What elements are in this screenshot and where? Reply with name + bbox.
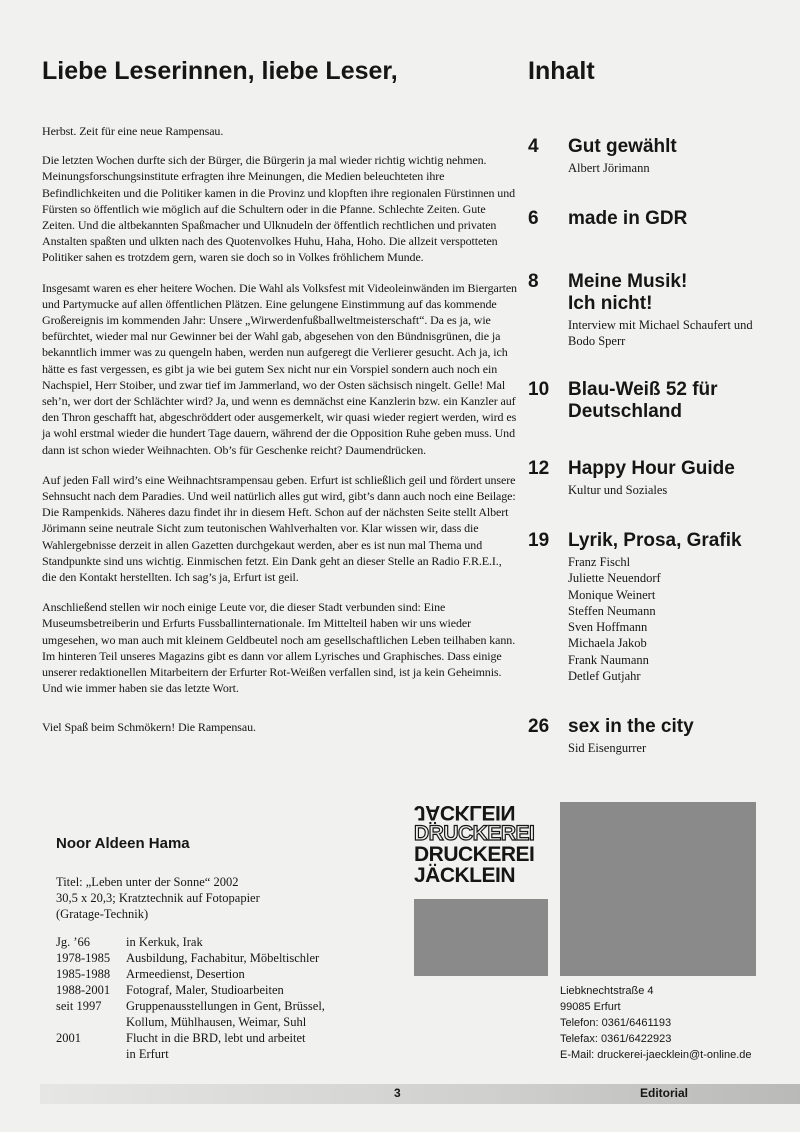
- logo-line-druckerei: DRUCKEREI: [414, 843, 535, 866]
- cv-row: [56, 982, 386, 998]
- toc-page-number: 8: [528, 271, 539, 292]
- cv-year: 1985-1988: [56, 967, 111, 981]
- editorial-paragraph: Herbst. Zeit für eine neue Rampensau.: [42, 124, 224, 138]
- logo-line-jaecklein: JÄCKLEIN: [414, 864, 516, 887]
- editorial-paragraph: Auf jeden Fall wird’s eine Weihnachtsrampensau geben. Erfurt ist schließlich geil und fördert unsere Sehnsucht nach dem Paradies. Und weil natürlich alles gut wird, gibt’s dann auch noch eine Beilage: Die Rampenkids. Näheres dazu findet ihr in diesem Heft. Schon auf der nächsten Seite stellt Albert Jörimann seine neutrale Sicht zum teutonischen Wahlverhalten vor. Klar wissen wir, dass die Wahlergebnisse derzeit in allen Gazetten durchgekaut werden, aber es ist nun mal Thema und Standpunkte sind uns wichtig. Einmischen fetzt. Ein Dank geht an dieser Stelle an Radio F.R.E.I., die den Kontakt herstellten. Ich sag’s ja, Erfurt ist geil.: [42, 472, 516, 585]
- cv-year: 2001: [56, 1031, 81, 1045]
- toc-title: Gut gewählt: [568, 136, 677, 157]
- printer-phone: Telefon: 0361/6461193: [560, 1017, 672, 1029]
- page-number: 3: [394, 1086, 401, 1100]
- editorial-heading: Liebe Leserinnen, liebe Leser,: [42, 57, 398, 85]
- cv-row: [56, 950, 386, 966]
- cv-year: 1988-2001: [56, 983, 111, 997]
- logo-mirrored-line: JÄCKLEIN: [414, 801, 516, 824]
- editorial-paragraph: Die letzten Wochen durfte sich der Bürger, die Bürgerin ja mal wieder richtig wichtig nehmen. Meinungsforschungsinstitute erfragten ihre Meinungen, die Medien beleuchteten ihre Befindlichkeiten und die Politiker kamen in die Provinz und klopften ihre regionalen Fürstinnen und Fürsten so öffentlich wie möglich auf die Schultern oder in die Pfanne. Schlechte Zeiten. Gute Zeiten. Und die altbekannten Spaßmacher und Ulknudeln der öffentlich rechtlichen und privaten Anstalten spaßten und ulkten nach des Quotenvolkes Huhu, Haha, Hoho. Die allzeit verspotteten Politiker sahen es trotzdem gern, waren sie doch so in Volkes fröhlichem Munde.: [42, 153, 516, 265]
- druckerei-logo: [414, 802, 554, 886]
- toc-subtitle: Sid Eisengurrer: [568, 741, 647, 755]
- editorial-paragraph: Insgesamt waren es eher heitere Wochen. Die Wahl als Volksfest mit Videoleinwänden im Biergarten und Partymucke auf allen öffentlichen Plätzen. Eine gelungene Einstimmung auf das kommende Großereignis im kommenden Jahr: Unsere „Wirwerdenfußballweltmeisterschaft“. Da es ja, wie befürchtet, wieder mal nur Gewinner bei der Wahl gab, abgesehen von den Bündnisgrünen, die ja bekanntlich immer was zu quengeln haben, werden nun aufgeregt die Verlierer gesucht. Ach ja, ich hätte es fast vergessen, es gibt ja wie bei gutem Sex nicht nur ein Vorspiel sondern auch noch ein Nachspiel, Herr Stoiber, und zwar tief im Jammerland, wo der Osten sächsisch ningelt. Gelle! Mal seh’n, wer dort der Schlächter wird? Ja, und wenn es demnächst eine Kanzlerin bzw. ein Kanzler auf den Thron geschafft hat, abgeschröddert oder ausgemerkelt, wir quasi wieder regiert werden, wird es ja wohl erstmal wieder die hundert Tage dauern, während der die Opposition Ruhe geben muss. Und dann ist schon wieder Weihnachten. Ob’s für Geschenke reicht? Daumendrücken.: [42, 280, 517, 457]
- cv-text: Gruppenausstellungen in Gent, Brüssel, Kollum, Mühlhausen, Weimar, Suhl: [126, 999, 325, 1029]
- cv-year: seit 1997: [56, 999, 102, 1013]
- toc-subtitle: Albert Jörimann: [568, 161, 650, 175]
- cv-row: [56, 934, 386, 950]
- toc-page-number: 12: [528, 458, 550, 479]
- artist-name: Noor Aldeen Hama: [56, 835, 190, 852]
- cv-text: Flucht in die BRD, lebt und arbeitet in Erfurt: [126, 1031, 306, 1061]
- toc-title: Happy Hour Guide: [568, 458, 735, 479]
- toc-title: Blau-Weiß 52 für Deutschland: [568, 379, 718, 422]
- printer-street: Liebknechtstraße 4: [560, 985, 654, 997]
- cv-text: in Kerkuk, Irak: [126, 935, 203, 949]
- toc-title: sex in the city: [568, 716, 694, 737]
- page-footer: [40, 1084, 800, 1104]
- printer-contact: [560, 983, 790, 1063]
- cv-row: [56, 1030, 386, 1062]
- cv-text: Armeedienst, Desertion: [126, 967, 245, 981]
- artwork-details: [56, 874, 386, 922]
- toc-page-number: 6: [528, 208, 539, 229]
- toc-title: made in GDR: [568, 208, 688, 229]
- toc-heading: Inhalt: [528, 57, 595, 85]
- cv-row: [56, 966, 386, 982]
- image-placeholder-small: [414, 899, 548, 976]
- artist-info: [56, 835, 386, 1062]
- printer-city: 99085 Erfurt: [560, 1001, 621, 1013]
- toc-page-number: 19: [528, 530, 550, 551]
- editorial-signoff: Viel Spaß beim Schmökern! Die Rampensau.: [42, 719, 256, 734]
- artwork-title: Titel: „Leben unter der Sonne“ 2002: [56, 875, 239, 889]
- toc-subtitle: Interview mit Michael Schaufert und Bodo Sperr: [568, 318, 753, 349]
- cv-year: 1978-1985: [56, 951, 111, 965]
- toc-page-number: 10: [528, 379, 550, 400]
- toc-subtitle: Franz Fischl Juliette Neuendorf Monique Weinert Steffen Neumann Sven Hoffmann Michaela Jakob Frank Naumann Detlef Gutjahr: [568, 555, 661, 684]
- toc-subtitle: Kultur und Soziales: [568, 483, 668, 497]
- artwork-technique: (Gratage-Technik): [56, 907, 149, 921]
- logo-outline-line: DRUCKEREI: [414, 822, 535, 845]
- editorial-paragraph: Anschließend stellen wir noch einige Leute vor, die dieser Stadt verbunden sind: Eine Museumsbetreiberin und Erfurts Fussballinternationale. Im Mittelteil haben wir uns wieder umgesehen, wo man auch mit kleinem Geldbeutel noch am gesellschaftlichen Leben teilhaben kann. Im hinteren Teil unseres Magazins gibt es dann vor allem Lyrisches und Graphisches. Dass einige unserer redaktionellen Mitarbeitern der Erfurter Rot-Weißen verfallen sind, ist ja kein Geheimnis. Und wie immer haben sie das letzte Wort.: [42, 600, 516, 696]
- cv-row: [56, 998, 386, 1030]
- toc-title: Meine Musik! Ich nicht!: [568, 271, 688, 314]
- image-placeholder-large: [560, 802, 756, 976]
- artwork-size: 30,5 x 20,3; Kratztechnik auf Fotopapier: [56, 891, 260, 905]
- cv-text: Fotograf, Maler, Studioarbeiten: [126, 983, 284, 997]
- toc-page-number: 4: [528, 136, 539, 157]
- artist-cv: [56, 934, 386, 1062]
- printer-fax: Telefax: 0361/6422923: [560, 1033, 672, 1045]
- printer-email[interactable]: E-Mail: druckerei-jaecklein@t-online.de: [560, 1049, 752, 1061]
- toc-title: Lyrik, Prosa, Grafik: [568, 530, 742, 551]
- cv-year: Jg. ’66: [56, 935, 91, 949]
- editorial-body: [42, 123, 518, 749]
- cv-text: Ausbildung, Fachabitur, Möbeltischler: [126, 951, 320, 965]
- toc-page-number: 26: [528, 716, 550, 737]
- section-label: Editorial: [640, 1086, 689, 1100]
